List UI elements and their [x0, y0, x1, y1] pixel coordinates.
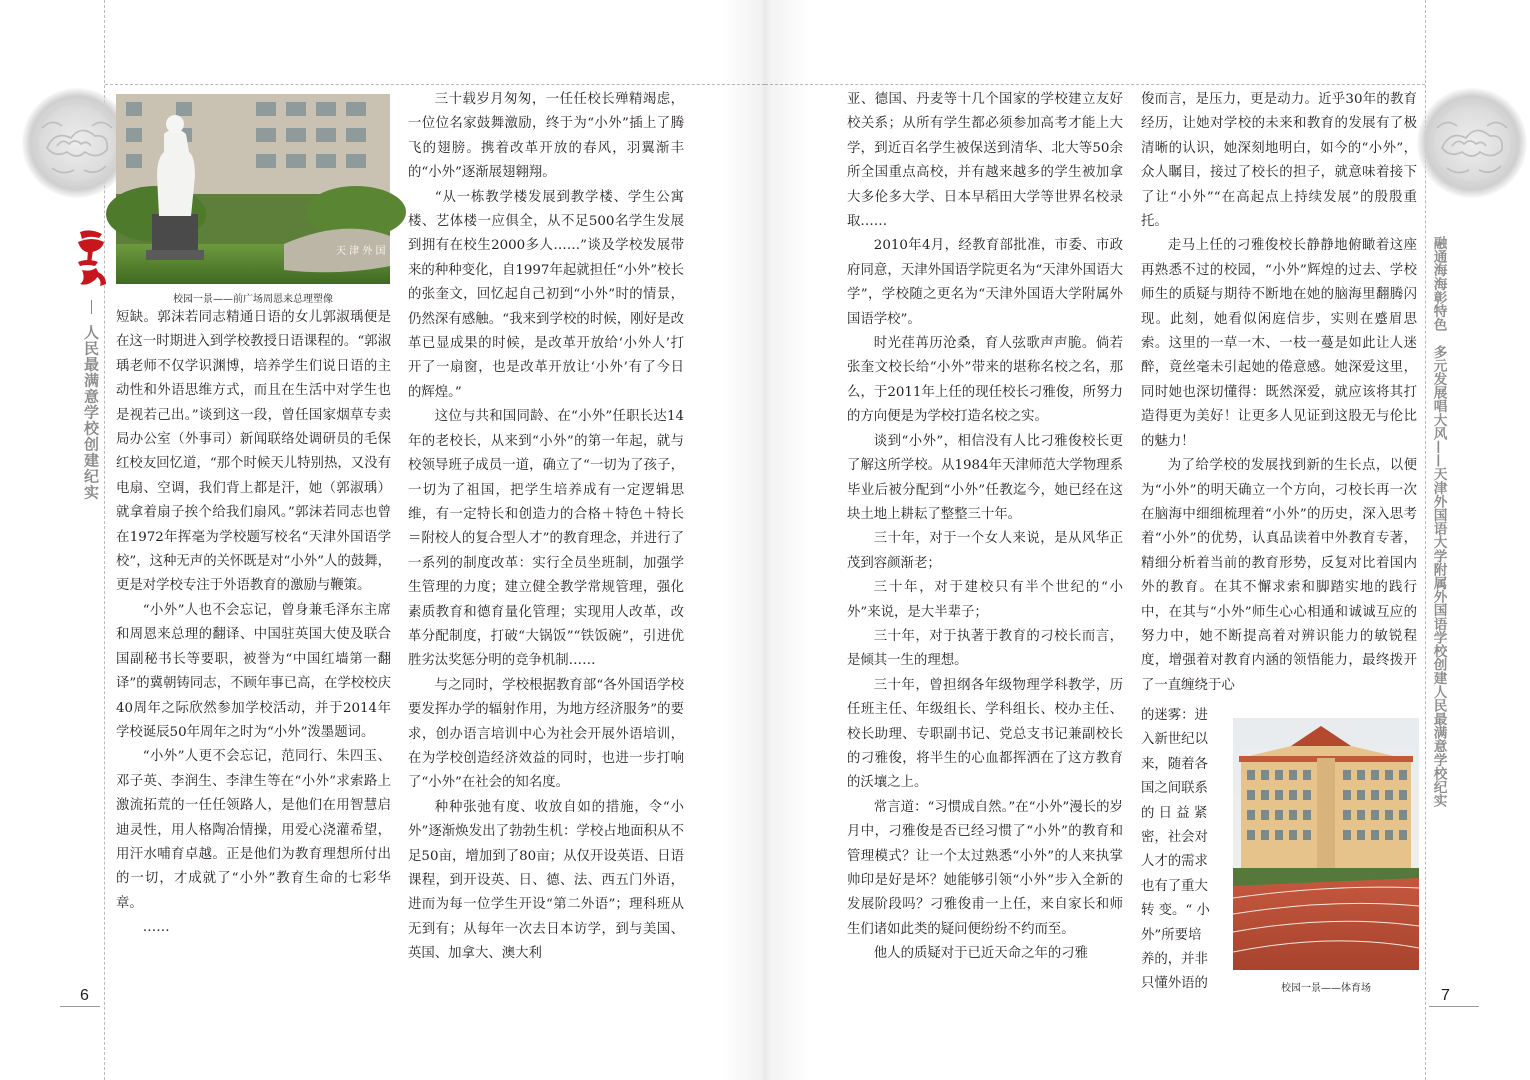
paragraph: 三十年，对于建校只有半个世纪的“小外”来说，是大半辈子； — [847, 580, 1123, 620]
page-number-right: 7 — [1441, 987, 1450, 1004]
wrap-line: 只懂外语的 — [1141, 976, 1208, 992]
paragraph: “小外”人也不会忘记，曾身兼毛泽东主席和周恩来总理的翻译、中国驻英国大使及联合国副秘书长等要职，被誉为“中国红墙第一翻译”的冀朝铸同志，不顾年事已高，在学校校庆40周年之际欣然参加学校活动，并于2014年学校诞辰50年周年之时为“小外”泼墨题词。 — [116, 602, 391, 740]
vertical-title-left — [83, 300, 98, 520]
statue-photo — [116, 94, 426, 284]
paragraph: 种种张弛有度、收放自如的措施，令“小外”逐渐焕发出了勃勃生机：学校占地面积从不足50亩，增加到了80亩；从仅开设英语、日语课程，到开设英、日、德、法、西五门外语，进而为每一位学生开设“第二外语”；理科班从无到有；从每年一次去日本访学，到与美国、英国、加拿大、澳大利 — [408, 799, 684, 962]
paragraph: 这位与共和国同龄、在“小外”任职长达14年的老校长，从来到“小外”的第一年起，就与校领导班子成员一道，确立了“一切为了孩子，一切为了祖国，把学生培养成有一定逻辑思维，有一定特长和创造力的合格＋特色＋特长＝附校人的复合型人才”的教育理念，并进行了一系列的制度改革：实行全员坐班制，加强学生管理的力度；建立健全教学常规管理，强化素质教育和德育量化管理；实现用人改革，改革分配制度，打破“大锅饭”“铁饭碗”，引进优胜劣汰奖惩分明的竞争机制…… — [408, 409, 684, 669]
paragraph: “小外”人更不会忘记，范同行、朱四玉、邓子英、李润生、李津生等在“小外”求索路上激流拓荒的一任任领路人，是他们在用智慧启迪灵性，用人格陶冶情操，用爱心浇灌希望，用汗水哺育卓越。正是他们为教育理想所付出的一切，才成就了“小外”教育生命的七彩华章。 — [116, 749, 391, 911]
paragraph: 短缺。郭沫若同志精通日语的女儿郭淑瑀便是在这一时期进入到学校教授日语课程的。“郭淑瑀老师不仅学识渊博，培养学生们说日语的主动性和外语思维方式，而且在生活中对学生也是视若己出。”谈到这一段，曾任国家烟草专卖局办公室（外事司）新闻联络处调研员的毛保红校友回忆道，“那个时候天儿特别热，又没有电扇、空调，我们背上都是汗，她（郭淑瑀）就拿着扇子挨个给我们扇风。”郭沫若同志也曾在1972年挥毫为学校题写校名“天津外国语学校”，这种无声的关怀既是对“小外”人的鼓舞，更是对学校专注于外语教育的激励与鞭策。 — [116, 310, 391, 594]
paragraph: 三十年，曾担纲各年级物理学科教学，历任班主任、年级组长、学科组长、校办主任、校长助理、专职副书记、党总支书记兼副校长的刁雅俊，将半生的心血都挥洒在了这方教育的沃壤之上。 — [847, 677, 1123, 791]
wrap-line: 人才的需求 — [1141, 854, 1208, 870]
paragraph: 2010年4月，经教育部批准，市委、市政府同意，天津外国语学院更名为“天津外国语大学”，学校随之更名为“天津外国语大学附属外国语学校”。 — [847, 238, 1123, 327]
vertical-title-text: 人民最满意学校创建纪实 — [82, 324, 100, 501]
paragraph: 亚、德国、丹麦等十几个国家的学校建立友好校关系；从所有学生都必须参加高考才能上大学，到近百名学生被保送到清华、北大等50余所全国重点高校，并有越来越多的学生被加拿大多伦多大学、日本早稻田大学等世界名校录取…… — [847, 92, 1123, 230]
right-column-1 — [847, 88, 1123, 967]
wrap-line: 转 变。“ 小 — [1141, 903, 1210, 919]
paragraph: …… — [142, 920, 170, 936]
paragraph: 与之同时，学校根据教育部“各外国语学校要发挥办学的辐射作用，为地方经济服务”的要求，创办语言培训中心为社会开展外语培训，在为学校创造经济效益的同时，也进一步打响了“小外”在社会的知名度。 — [408, 677, 684, 791]
top-dashed-rule — [105, 84, 765, 85]
right-column-2 — [1141, 88, 1417, 698]
vertical-title-right: 融通海海彰特色 多元发展唱大风——天津外国语大学附属外国语学校创建人民最满意学校纪实 — [1430, 236, 1447, 808]
paragraph: 三十年，对于执著于教育的刁校长而言，是倾其一生的理想。 — [847, 628, 1123, 669]
paragraph: 时光荏苒历沧桑，育人弦歌声声脆。倘若张奎文校长给“小外”带来的堪称名校之名，那么，于2011年上任的现任校长刁雅俊，所努力的方向便是为学校打造名校之实。 — [847, 336, 1123, 425]
photo-caption: 校园一景——前广场周恩来总理塑像 — [173, 294, 333, 305]
wrap-line: 入新世纪以 — [1141, 732, 1208, 748]
paragraph: 为了给学校的发展找到新的生长点，以便为“小外”的明天确立一个方向，刁校长再一次在脑海中细细梳理着“小外”的历史，深入思考着“小外”的优势，认真品读着中外教育专著，精细分析着当前的教育形势，反复对比着国内外的教育。在其不懈求索和脚踏实地的践行中，在其与“小外”师生心心相通和诚诚互应的努力中，她不断提高着对辨识能力的敏锐程度，增强着对教育内涵的领悟能力，最终拨开了一直缠绕于心 — [1141, 458, 1417, 693]
left-column-2 — [408, 88, 684, 967]
paragraph: “从一栋教学楼发展到教学楼、学生公寓楼、艺体楼一应俱全，从不足500名学生发展到拥有在校生2000多人……”谈及学校发展带来的种种变化，自1997年起就担任“小外”校长的张奎文，回忆起自己初到“小外”时的情景，仍然深有感触。“我来到学校的时候，刚好是改革已显成果的时候，是改革开放给‘小外人’打开了一扇窗，也是改革开放让‘小外’有了今日的辉煌。” — [408, 189, 684, 400]
wrap-line: 国之间联系 — [1141, 781, 1208, 797]
paragraph: 三十年，对于一个女人来说，是从风华正茂到容颜渐老； — [847, 531, 1123, 571]
wrap-line: 来，随着各 — [1141, 756, 1208, 772]
page-number-left: 6 — [80, 987, 89, 1004]
wrap-line: 的 日 益 紧 — [1141, 805, 1208, 821]
wrap-line: 养的，并非 — [1141, 952, 1208, 968]
footer-rule-right — [1429, 1006, 1479, 1007]
cloud-ornament-icon — [1417, 88, 1527, 198]
svg-text:天 津 外 国 语 学 校: 天 津 外 国 语 学 校 — [336, 246, 426, 257]
vertical-rule — [91, 300, 92, 314]
paragraph: 走马上任的刁雅俊校长静静地俯瞰着这座再熟悉不过的校园，“小外”辉煌的过去、学校师生的质疑与期待不断地在她的脑海里翻腾闪现。此刻，她看似闲庭信步，实则在蹙眉思索。这里的一草一木、一枝一蔓是如此让人迷醉，竟丝毫未引起她的倦意感。她深爱这里，同时她也深切懂得：既然深爱，就应该将其打造得更为美好！让更多人见证到这股无与伦比的魅力！ — [1141, 238, 1417, 449]
wrap-line: 的迷雾：进 — [1141, 708, 1208, 723]
paragraph: 三十载岁月匆匆，一任任校长殚精竭虑，一位位名家鼓舞激励，终于为“小外”插上了腾飞的翅膀。携着改革开放的春风，羽翼渐丰的“小外”逐渐展翅翱翔。 — [408, 92, 684, 181]
wrap-column — [1141, 704, 1215, 997]
footer-rule-left — [60, 1006, 100, 1007]
paragraph: 他人的质疑对于已近天命之年的刁雅 — [873, 946, 1089, 962]
photo-caption: 校园一景——体育场 — [1281, 983, 1371, 994]
wrap-line: 外”所要培 — [1141, 927, 1202, 943]
stadium-photo — [1233, 718, 1419, 970]
paragraph: 谈到“小外”，相信没有人比刁雅俊校长更了解这所学校。从1984年天津师范大学物理系毕业后被分配到“小外”任教迄今，她已经在这块土地上耕耘了整整三十年。 — [847, 433, 1123, 522]
right-page — [765, 0, 1530, 1080]
left-column-1 — [116, 306, 391, 941]
paragraph: 俊而言，是压力，更是动力。近乎30年的教育经历，让她对学校的未来和教育的发展有了极清晰的认识，她深刻地明白，如今的“小外”，众人瞩目，接过了校长的担子，就意味着接下了让“小外”“在高起点上持续发展”的殷殷重托。 — [1141, 92, 1417, 230]
wrap-line: 密，社会对 — [1141, 830, 1208, 846]
top-dashed-rule — [765, 84, 1425, 85]
paragraph: 常言道：“习惯成自然。”在“小外”漫长的岁月中，刁雅俊是否已经习惯了“小外”的教育和管理模式？让一个太过熟悉“小外”的人来执掌帅印是好是坏？她能够引领“小外”步入全新的发展阶段吗？刁雅俊甫一上任，来自家长和师生们诸如此类的疑问便纷纷不约而至。 — [847, 799, 1123, 937]
calligraphy-logo-icon — [72, 228, 112, 290]
wrap-line: 也有了重大 — [1141, 878, 1208, 894]
